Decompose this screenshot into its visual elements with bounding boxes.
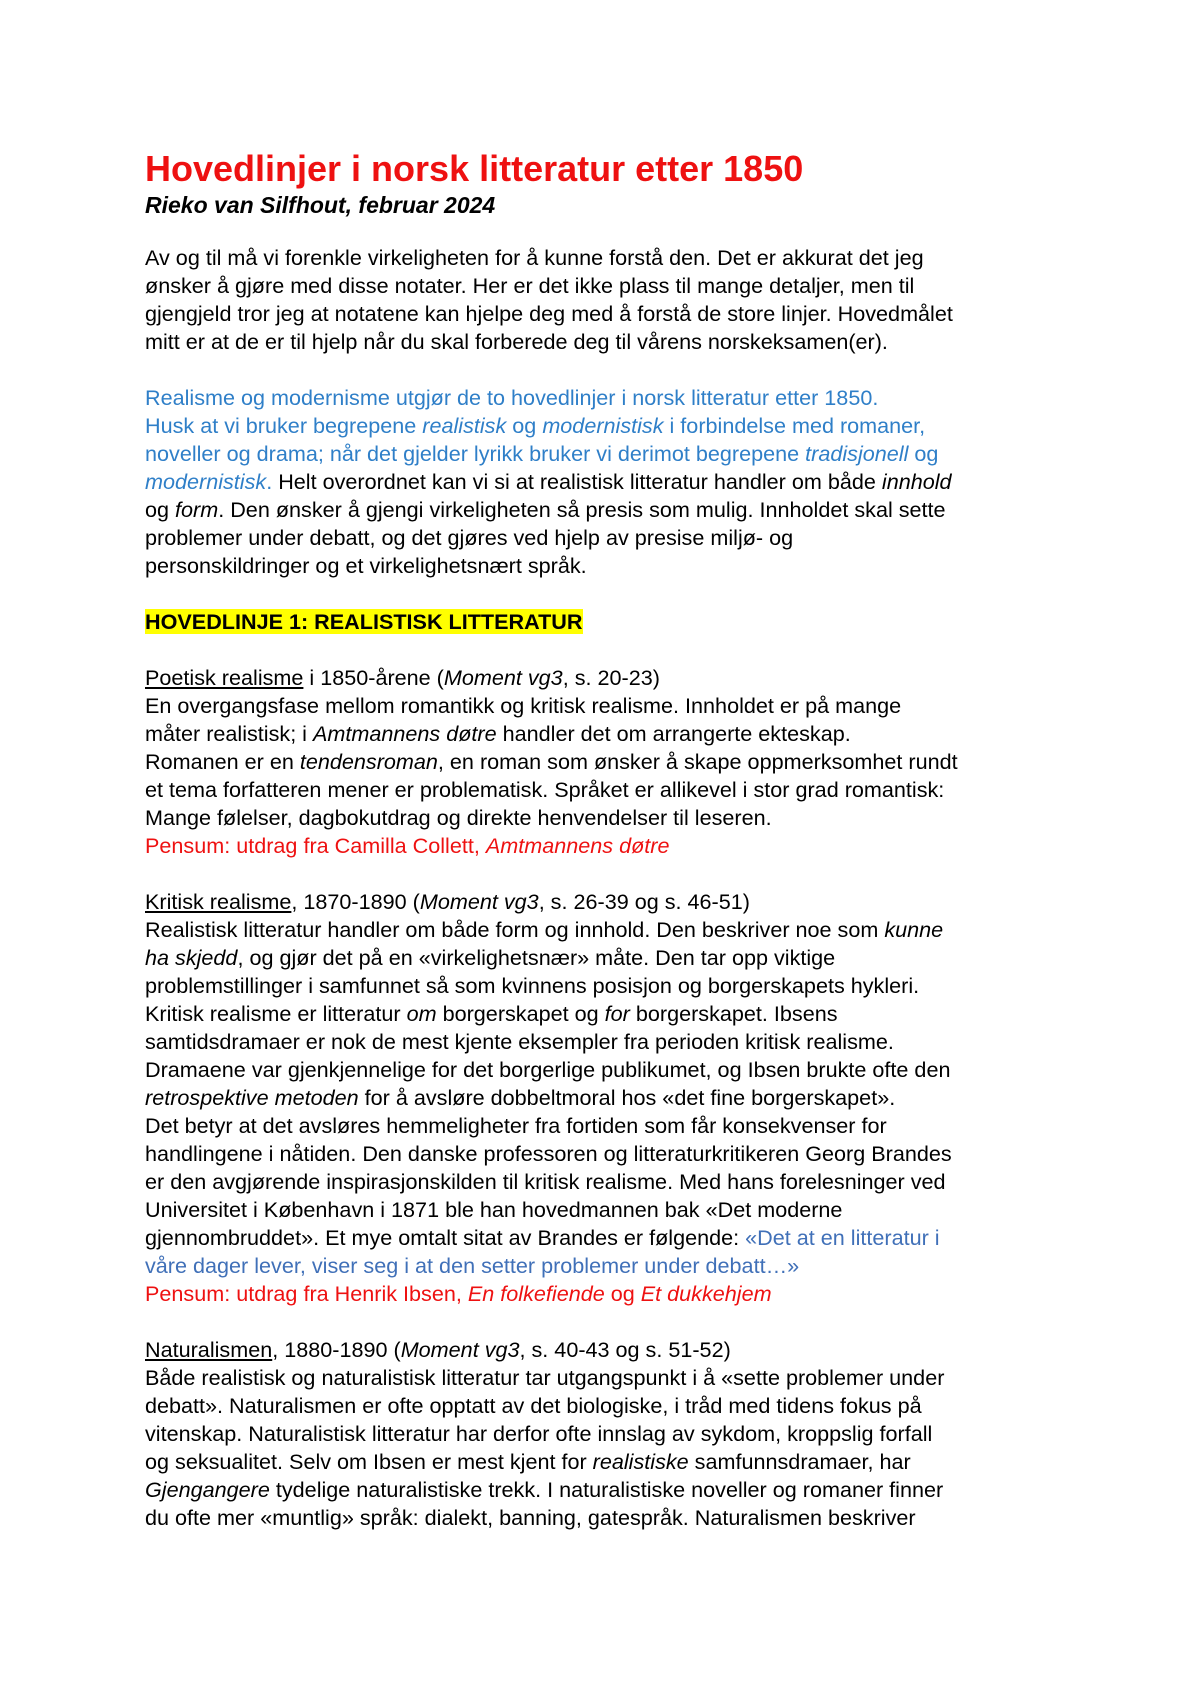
intro-line: Av og til må vi forenkle virkeligheten for å kunne forstå den. Det er akkurat det jeg bbox=[145, 245, 924, 270]
pensum-line: Pensum: utdrag fra Camilla Collett, Amtmannens døtre bbox=[145, 833, 670, 858]
poetisk-realisme-term: Poetisk realisme bbox=[145, 665, 304, 690]
body-line: Universitet i København i 1871 ble han hovedmannen bak «Det moderne bbox=[145, 1197, 843, 1222]
section-heading-line: Kritisk realisme, 1870-1890 (Moment vg3, s. 26-39 og s. 46-51) bbox=[145, 889, 750, 914]
body-line: Det betyr at det avsløres hemmeligheter fra fortiden som får konsekvenser for bbox=[145, 1113, 887, 1138]
intro-line: gjengjeld tror jeg at notatene kan hjelpe deg med å forstå de store linjer. Hovedmålet bbox=[145, 301, 953, 326]
body-line: Kritisk realisme er litteratur om borgerskapet og for borgerskapet. Ibsens bbox=[145, 1001, 838, 1026]
body-line: Gjengangere tydelige naturalistiske trekk. I naturalistiske noveller og romaner finner bbox=[145, 1477, 944, 1502]
naturalismen-section bbox=[145, 1336, 1075, 1532]
overview-line: personskildringer og et virkelighetsnært språk. bbox=[145, 553, 587, 578]
overview-line: noveller og drama; når det gjelder lyrikk bruker vi derimot begrepene tradisjonell og bbox=[145, 441, 939, 466]
body-line: debatt». Naturalismen er ofte opptatt av det biologiske, i tråd med tidens fokus på bbox=[145, 1393, 922, 1418]
body-line: du ofte mer «muntlig» språk: dialekt, banning, gatespråk. Naturalismen beskriver bbox=[145, 1505, 916, 1530]
document-subtitle: Rieko van Silfhout, februar 2024 bbox=[145, 192, 496, 218]
overview-paragraph bbox=[145, 384, 1075, 580]
body-line: handlingene i nåtiden. Den danske professoren og litteraturkritikeren Georg Brandes bbox=[145, 1141, 952, 1166]
overview-line: Husk at vi bruker begrepene realistisk og modernistisk i forbindelse med romaner, bbox=[145, 413, 926, 438]
kritisk-realisme-section bbox=[145, 888, 1075, 1308]
intro-line: ønsker å gjøre med disse notater. Her er det ikke plass til mange detaljer, men til bbox=[145, 273, 915, 298]
body-line: gjennombruddet». Et mye omtalt sitat av Brandes er følgende: «Det at en litteratur i bbox=[145, 1225, 940, 1250]
section-heading-1 bbox=[145, 608, 1075, 636]
section-heading-line: Naturalismen, 1880-1890 (Moment vg3, s. 40-43 og s. 51-52) bbox=[145, 1337, 731, 1362]
body-line: ha skjedd, og gjør det på en «virkelighetsnær» måte. Den tar opp viktige bbox=[145, 945, 836, 970]
body-line: er den avgjørende inspirasjonskilden til kritisk realisme. Med hans forelesninger ved bbox=[145, 1169, 946, 1194]
pensum-line: Pensum: utdrag fra Henrik Ibsen, En folkefiende og Et dukkehjem bbox=[145, 1281, 772, 1306]
poetisk-realisme-section bbox=[145, 664, 1075, 860]
body-line: problemstillinger i samfunnet så som kvinnens posisjon og borgerskapets hykleri. bbox=[145, 973, 920, 998]
document-title: Hovedlinjer i norsk litteratur etter 1850 bbox=[145, 148, 804, 189]
overview-line: problemer under debatt, og det gjøres ved hjelp av presise miljø- og bbox=[145, 525, 794, 550]
body-line: Realistisk litteratur handler om både form og innhold. Den beskriver noe som kunne bbox=[145, 917, 944, 942]
section-heading-line: Poetisk realisme i 1850-årene (Moment vg3, s. 20-23) bbox=[145, 665, 660, 690]
overview-line: modernistisk. Helt overordnet kan vi si at realistisk litteratur handler om både innhold bbox=[145, 469, 952, 494]
body-line: samtidsdramaer er nok de mest kjente eksempler fra perioden kritisk realisme. bbox=[145, 1029, 894, 1054]
intro-paragraph bbox=[145, 244, 1075, 356]
body-line: og seksualitet. Selv om Ibsen er mest kjent for realistiske samfunnsdramaer, har bbox=[145, 1449, 911, 1474]
document-page bbox=[145, 148, 1075, 1532]
body-line: Både realistisk og naturalistisk litteratur tar utgangspunkt i å «sette problemer under bbox=[145, 1365, 945, 1390]
body-line: Dramaene var gjenkjennelige for det borgerlige publikumet, og Ibsen brukte ofte den bbox=[145, 1057, 951, 1082]
kritisk-realisme-term: Kritisk realisme bbox=[145, 889, 292, 914]
body-line: Romanen er en tendensroman, en roman som ønsker å skape oppmerksomhet rundt bbox=[145, 749, 958, 774]
body-line: vitenskap. Naturalistisk litteratur har derfor ofte innslag av sykdom, kroppslig forfall bbox=[145, 1421, 933, 1446]
overview-line: og form. Den ønsker å gjengi virkeligheten så presis som mulig. Innholdet skal sette bbox=[145, 497, 946, 522]
body-line: retrospektive metoden for å avsløre dobbeltmoral hos «det fine borgerskapet». bbox=[145, 1085, 896, 1110]
body-line: En overgangsfase mellom romantikk og kritisk realisme. Innholdet er på mange bbox=[145, 693, 902, 718]
highlighted-heading: HOVEDLINJE 1: REALISTISK LITTERATUR bbox=[145, 609, 583, 634]
brandes-quote-line: våre dager lever, viser seg i at den setter problemer under debatt…» bbox=[145, 1253, 800, 1278]
body-line: måter realistisk; i Amtmannens døtre handler det om arrangerte ekteskap. bbox=[145, 721, 851, 746]
body-line: et tema forfatteren mener er problematisk. Språket er allikevel i stor grad romantisk: bbox=[145, 777, 945, 802]
naturalismen-term: Naturalismen bbox=[145, 1337, 273, 1362]
intro-line: mitt er at de er til hjelp når du skal forberede deg til vårens norskeksamen(er). bbox=[145, 329, 888, 354]
body-line: Mange følelser, dagbokutdrag og direkte henvendelser til leseren. bbox=[145, 805, 772, 830]
overview-line: Realisme og modernisme utgjør de to hovedlinjer i norsk litteratur etter 1850. bbox=[145, 385, 879, 410]
brandes-quote: «Det at en litteratur i bbox=[745, 1225, 940, 1250]
